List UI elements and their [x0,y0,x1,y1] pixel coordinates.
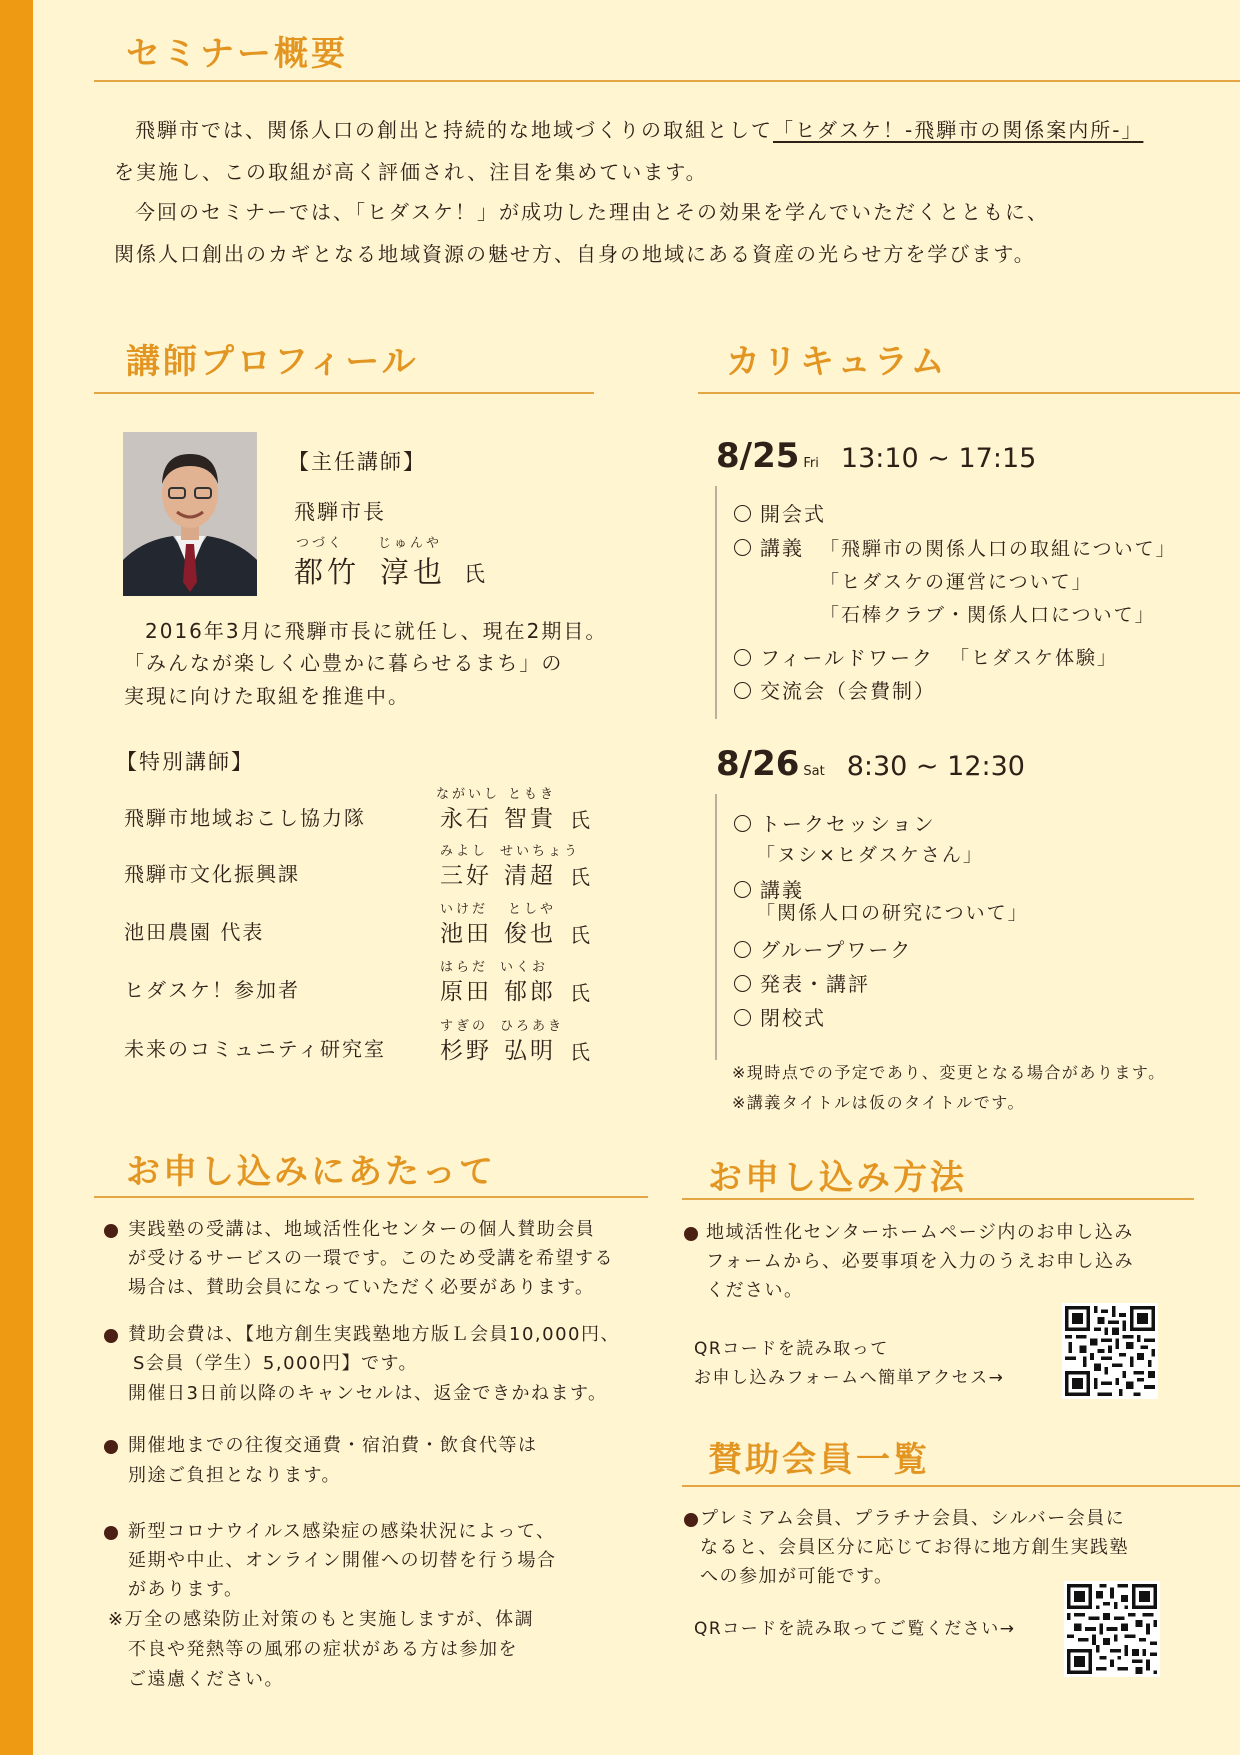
special-name-given: 清超 [504,863,556,889]
special-honorific: 氏 [570,923,592,947]
notes-b4-note3: ご遠慮ください。 [128,1669,284,1690]
members-heading: 賛助会員一覧 [708,1440,930,1480]
special-ruby-family: はらだ [440,960,489,975]
day2-item-talk: トークセッション [734,808,936,837]
day2-lecture-title: 「関係人口の研究について」 [756,902,1029,924]
bullet-icon [104,1224,118,1238]
members-list-qr-code[interactable] [1064,1581,1160,1677]
day1-lecture-title3: 「石棒クラブ・関係人口について」 [820,604,1156,626]
main-lecturer-ruby-family: つづく [296,536,345,551]
notes-b2-line3: 開催日3日前以降のキャンセルは、返金できかねます。 [128,1383,608,1404]
day1-item-lecture: 講義 [734,532,804,561]
method-line2: フォームから、必要事項を入力のうえお申し込み [706,1251,1135,1272]
day2-item-group: グループワーク [734,934,912,963]
circle-icon [734,881,751,898]
day2-date: 8/26 [716,744,800,784]
day1-time: 13:10 ~ 17:15 [840,443,1037,474]
notes-b4-line2: 延期や中止、オンライン開催への切替を行う場合 [128,1550,557,1571]
special-name-family: 杉野 [440,1038,492,1064]
day1-lecture-title2: 「ヒダスケの運営について」 [820,571,1093,593]
day2-talk-title: 「ヌシ×ヒダスケさん」 [756,844,984,866]
profile-rule [94,392,594,394]
notes-b3-line2: 別途ご負担となります。 [128,1465,342,1486]
special-ruby-family: すぎの [440,1019,489,1034]
special-ruby-given: いくお [500,960,549,975]
notes-b4-line3: があります。 [128,1579,244,1600]
members-line2: なると、会員区分に応じてお得に地方創生実践塾 [700,1537,1129,1558]
curriculum-note2: ※講義タイトルは仮のタイトルです。 [732,1093,1025,1112]
day1-lecture-title1: 「飛騨市の関係人口の取組について」 [820,538,1177,560]
application-method-heading: お申し込み方法 [708,1158,967,1198]
bullet-icon [104,1526,118,1540]
circle-icon [734,975,751,992]
special-org: 未来のコミュニティ研究室 [124,1037,386,1061]
application-method-rule [682,1198,1194,1200]
day2-time: 8:30 ~ 12:30 [846,751,1025,782]
bio-line1: 2016年3月に飛騨市長に就任し、現在2期目。 [145,619,608,643]
special-ruby-given: ともき [508,787,557,802]
day1-date-row [716,436,1036,476]
special-ruby-given: せいちょう [500,844,581,859]
special-name-given: 郁郎 [504,979,556,1005]
overview-rule [94,80,1240,82]
curriculum-heading: カリキュラム [726,342,948,382]
notes-b1-line2: が受けるサービスの一環です。このため受講を希望する [128,1248,615,1269]
notes-b4-note1: ※万全の感染防止対策のもと実施しますが、体調 [108,1609,535,1630]
special-name-given: 俊也 [504,921,556,947]
overview-line1: 飛騨市では、関係人口の創出と持続的な地域づくりの取組として「ヒダスケ！-飛騨市の関係案内所-」 [135,118,1144,142]
bio-line2: 「みんなが楽しく心豊かに暮らせるまち」の [124,651,564,675]
main-lecturer-name-family: 都竹 [294,555,361,589]
bullet-icon [684,1513,698,1527]
bullet-icon [104,1329,118,1343]
left-accent-stripe [0,0,33,1755]
day1-weekday: Fri [803,456,819,471]
day2-date-row [716,744,1025,784]
overview-heading: セミナー概要 [126,34,348,74]
main-lecturer-role: 飛騨市長 [294,500,386,524]
special-name-family: 原田 [440,979,492,1005]
special-name-given: 智貴 [504,806,556,832]
method-line3: ください。 [706,1280,804,1301]
application-notes-rule [94,1196,648,1198]
method-qr-text2[interactable]: お申し込みフォームへ簡単アクセス→ [694,1368,1005,1388]
notes-b4-line1: 新型コロナウイルス感染症の感染状況によって、 [128,1521,556,1542]
special-ruby-family: みよし [440,844,489,859]
bullet-icon [104,1440,118,1454]
day1-timeline [715,486,717,719]
overview-line2: を実施し、この取組が高く評価され、注目を集めています。 [114,160,708,184]
circle-icon [734,941,751,958]
overview-line4: 関係人口創出のカギとなる地域資源の魅せ方、自身の地域にある資産の光らせ方を学びます。 [114,242,1036,266]
special-org: 池田農園 代表 [124,920,265,944]
notes-b1-line1: 実践塾の受講は、地域活性化センターの個人賛助会員 [128,1219,596,1240]
special-honorific: 氏 [570,981,592,1005]
day1-item-fieldwork: フィールドワーク [734,642,934,671]
lecturer-photo [123,432,257,596]
notes-b2-line1: 賛助会費は、【地方創生実践塾地方版Ｌ会員10,000円、 [128,1324,620,1345]
special-ruby-given: ひろあき [500,1019,565,1034]
day1-item-opening: 開会式 [734,498,826,527]
circle-icon [734,815,751,832]
circle-icon [734,505,751,522]
notes-b1-line3: 場合は、賛助会員になっていただく必要があります。 [128,1277,595,1298]
notes-b2-line2: S会員（学生）5,000円】です。 [133,1353,419,1374]
bio-line3: 実現に向けた取組を推進中。 [124,684,410,708]
special-name-family: 三好 [440,863,492,889]
main-lecturer-honorific: 氏 [464,562,487,586]
application-notes-heading: お申し込みにあたって [126,1152,496,1192]
overview-line3: 今回のセミナーでは、「ヒダスケ！」が成功した理由とその効果を学んでいただくとともに、 [135,200,1049,224]
method-line1: 地域活性化センターホームページ内のお申し込み [706,1222,1134,1243]
special-lecturer-label: 【特別講師】 [116,750,254,774]
circle-icon [734,649,751,666]
notes-b3-line1: 開催地までの往復交通費・宿泊費・飲食代等は [128,1435,538,1456]
special-ruby-given: としや [508,902,557,917]
day2-item-review: 発表・講評 [734,968,870,997]
day1-date: 8/25 [716,436,800,476]
members-rule [682,1485,1240,1487]
special-honorific: 氏 [570,1040,592,1064]
special-name-family: 永石 [440,806,492,832]
special-org: 飛騨市地域おこし協力隊 [124,806,366,830]
main-lecturer-ruby-given: じゅんや [378,536,443,551]
special-org: 飛騨市文化振興課 [124,862,300,886]
day1-item-exchange: 交流会（会費制） [734,675,936,704]
members-line3: への参加が可能です。 [700,1566,894,1587]
special-honorific: 氏 [570,865,592,889]
day2-timeline [715,794,717,1060]
bullet-icon [684,1227,698,1241]
notes-b4-note2: 不良や発熱等の風邪の症状がある方は参加を [128,1639,518,1660]
method-qr-text1: QRコードを読み取って [694,1339,889,1359]
day2-item-closing: 閉校式 [734,1002,826,1031]
circle-icon [734,682,751,699]
day2-weekday: Sat [803,764,825,779]
day1-fieldwork-title: 「ヒダスケ体験」 [950,647,1119,669]
day2-item-lecture: 講義 [734,874,804,903]
members-qr-text[interactable]: QRコードを読み取ってご覧ください→ [694,1619,1016,1639]
special-name-given: 弘明 [504,1038,556,1064]
main-lecturer-label: 【主任講師】 [288,450,426,474]
hidasuke-link[interactable]: 「ヒダスケ！-飛騨市の関係案内所-」 [773,118,1144,142]
application-form-qr-code[interactable] [1062,1303,1158,1399]
circle-icon [734,1009,751,1026]
special-honorific: 氏 [570,808,592,832]
circle-icon [734,539,751,556]
special-org: ヒダスケ！参加者 [124,978,300,1002]
curriculum-note1: ※現時点での予定であり、変更となる場合があります。 [732,1063,1166,1082]
members-line1: プレミアム会員、プラチナ会員、シルバー会員に [700,1508,1126,1529]
special-ruby-family: ながいし [436,787,501,802]
special-ruby-family: いけだ [440,902,489,917]
profile-heading: 講師プロフィール [126,342,419,382]
curriculum-rule [698,392,1240,394]
special-name-family: 池田 [440,921,492,947]
main-lecturer-name-given: 淳也 [380,555,447,589]
